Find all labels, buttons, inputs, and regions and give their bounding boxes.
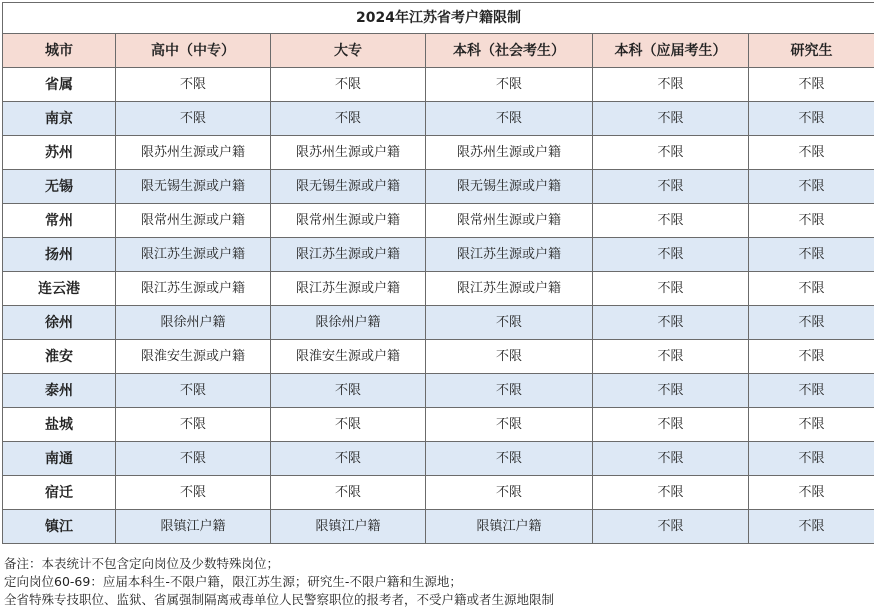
restriction-cell: 不限 — [593, 68, 749, 102]
restriction-cell: 不限 — [271, 476, 426, 510]
table-row — [3, 476, 874, 510]
note-line: 全省特殊专技职位、监狱、省属强制隔离戒毒单位人民警察职位的报考者，不受户籍或者生源地限制 — [4, 592, 555, 607]
restriction-cell: 不限 — [749, 510, 874, 544]
restriction-cell: 不限 — [116, 408, 271, 442]
restriction-cell: 不限 — [593, 136, 749, 170]
table-row — [3, 204, 874, 238]
restriction-cell: 不限 — [749, 442, 874, 476]
restriction-cell: 限常州生源或户籍 — [116, 204, 271, 238]
city-cell: 徐州 — [3, 306, 116, 340]
city-cell: 盐城 — [3, 408, 116, 442]
restriction-cell: 限淮安生源或户籍 — [271, 340, 426, 374]
restriction-cell: 不限 — [593, 204, 749, 238]
table-row — [3, 340, 874, 374]
restriction-cell: 限常州生源或户籍 — [426, 204, 593, 238]
restriction-cell: 限苏州生源或户籍 — [271, 136, 426, 170]
restriction-cell: 不限 — [749, 136, 874, 170]
restriction-cell: 不限 — [426, 68, 593, 102]
note-line: 定向岗位60-69：应届本科生-不限户籍，限江苏生源；研究生-不限户籍和生源地； — [4, 574, 462, 589]
residency-table — [2, 2, 874, 544]
table-row — [3, 442, 874, 476]
title-row — [3, 3, 874, 34]
restriction-cell: 不限 — [749, 170, 874, 204]
restriction-cell: 不限 — [749, 374, 874, 408]
restriction-cell: 不限 — [426, 306, 593, 340]
restriction-cell: 限江苏生源或户籍 — [426, 238, 593, 272]
city-cell: 扬州 — [3, 238, 116, 272]
restriction-cell: 限无锡生源或户籍 — [426, 170, 593, 204]
table-row — [3, 136, 874, 170]
restriction-cell: 不限 — [116, 476, 271, 510]
restriction-cell: 不限 — [116, 442, 271, 476]
restriction-cell: 限江苏生源或户籍 — [116, 238, 271, 272]
city-cell: 连云港 — [3, 272, 116, 306]
restriction-cell: 不限 — [593, 170, 749, 204]
restriction-cell: 限江苏生源或户籍 — [116, 272, 271, 306]
restriction-cell: 不限 — [116, 68, 271, 102]
restriction-cell: 不限 — [593, 102, 749, 136]
restriction-cell: 限徐州户籍 — [116, 306, 271, 340]
restriction-cell: 限淮安生源或户籍 — [116, 340, 271, 374]
table-row — [3, 238, 874, 272]
restriction-cell: 不限 — [749, 204, 874, 238]
restriction-cell: 不限 — [749, 102, 874, 136]
restriction-cell: 限江苏生源或户籍 — [271, 272, 426, 306]
city-cell: 苏州 — [3, 136, 116, 170]
restriction-cell: 限镇江户籍 — [116, 510, 271, 544]
restriction-cell: 不限 — [426, 374, 593, 408]
restriction-cell: 不限 — [593, 306, 749, 340]
restriction-cell: 不限 — [593, 238, 749, 272]
table-row — [3, 272, 874, 306]
restriction-cell: 限无锡生源或户籍 — [271, 170, 426, 204]
table-row — [3, 102, 874, 136]
restriction-cell: 不限 — [593, 476, 749, 510]
restriction-cell: 不限 — [271, 102, 426, 136]
header-row — [3, 34, 874, 68]
restriction-cell: 限镇江户籍 — [426, 510, 593, 544]
restriction-cell: 不限 — [426, 442, 593, 476]
city-cell: 南通 — [3, 442, 116, 476]
restriction-cell: 不限 — [426, 408, 593, 442]
restriction-cell: 不限 — [593, 374, 749, 408]
restriction-cell: 不限 — [749, 306, 874, 340]
restriction-cell: 不限 — [426, 340, 593, 374]
restriction-cell: 不限 — [593, 510, 749, 544]
table-row — [3, 68, 874, 102]
city-cell: 省属 — [3, 68, 116, 102]
restriction-cell: 不限 — [593, 408, 749, 442]
header-cell: 研究生 — [749, 34, 874, 68]
header-cell: 大专 — [271, 34, 426, 68]
restriction-cell: 不限 — [749, 408, 874, 442]
table-row — [3, 374, 874, 408]
table-row — [3, 510, 874, 544]
note-line: 备注：本表统计不包含定向岗位及少数特殊岗位； — [4, 556, 280, 571]
restriction-cell: 不限 — [749, 476, 874, 510]
city-cell: 镇江 — [3, 510, 116, 544]
table-row — [3, 170, 874, 204]
restriction-cell: 不限 — [749, 340, 874, 374]
restriction-cell: 不限 — [593, 272, 749, 306]
restriction-cell: 限常州生源或户籍 — [271, 204, 426, 238]
city-cell: 常州 — [3, 204, 116, 238]
header-cell: 本科（社会考生） — [426, 34, 593, 68]
table-row — [3, 408, 874, 442]
restriction-cell: 限无锡生源或户籍 — [116, 170, 271, 204]
restriction-cell: 不限 — [271, 374, 426, 408]
header-cell: 本科（应届考生） — [593, 34, 749, 68]
restriction-cell: 限江苏生源或户籍 — [271, 238, 426, 272]
notes-block — [4, 555, 870, 609]
restriction-cell: 不限 — [116, 374, 271, 408]
restriction-cell: 不限 — [426, 102, 593, 136]
city-cell: 无锡 — [3, 170, 116, 204]
restriction-cell: 限镇江户籍 — [271, 510, 426, 544]
restriction-cell: 不限 — [749, 238, 874, 272]
restriction-cell: 不限 — [593, 340, 749, 374]
restriction-cell: 不限 — [271, 68, 426, 102]
restriction-cell: 限江苏生源或户籍 — [426, 272, 593, 306]
table-title: 2024年江苏省考户籍限制 — [3, 3, 874, 34]
restriction-cell: 限徐州户籍 — [271, 306, 426, 340]
city-cell: 宿迁 — [3, 476, 116, 510]
restriction-cell: 不限 — [271, 408, 426, 442]
city-cell: 淮安 — [3, 340, 116, 374]
header-cell: 城市 — [3, 34, 116, 68]
table-row — [3, 306, 874, 340]
restriction-cell: 不限 — [749, 272, 874, 306]
restriction-cell: 不限 — [749, 68, 874, 102]
city-cell: 南京 — [3, 102, 116, 136]
restriction-cell: 限苏州生源或户籍 — [116, 136, 271, 170]
restriction-cell: 限苏州生源或户籍 — [426, 136, 593, 170]
header-cell: 高中（中专） — [116, 34, 271, 68]
restriction-cell: 不限 — [426, 476, 593, 510]
city-cell: 泰州 — [3, 374, 116, 408]
restriction-cell: 不限 — [116, 102, 271, 136]
restriction-cell: 不限 — [593, 442, 749, 476]
restriction-cell: 不限 — [271, 442, 426, 476]
